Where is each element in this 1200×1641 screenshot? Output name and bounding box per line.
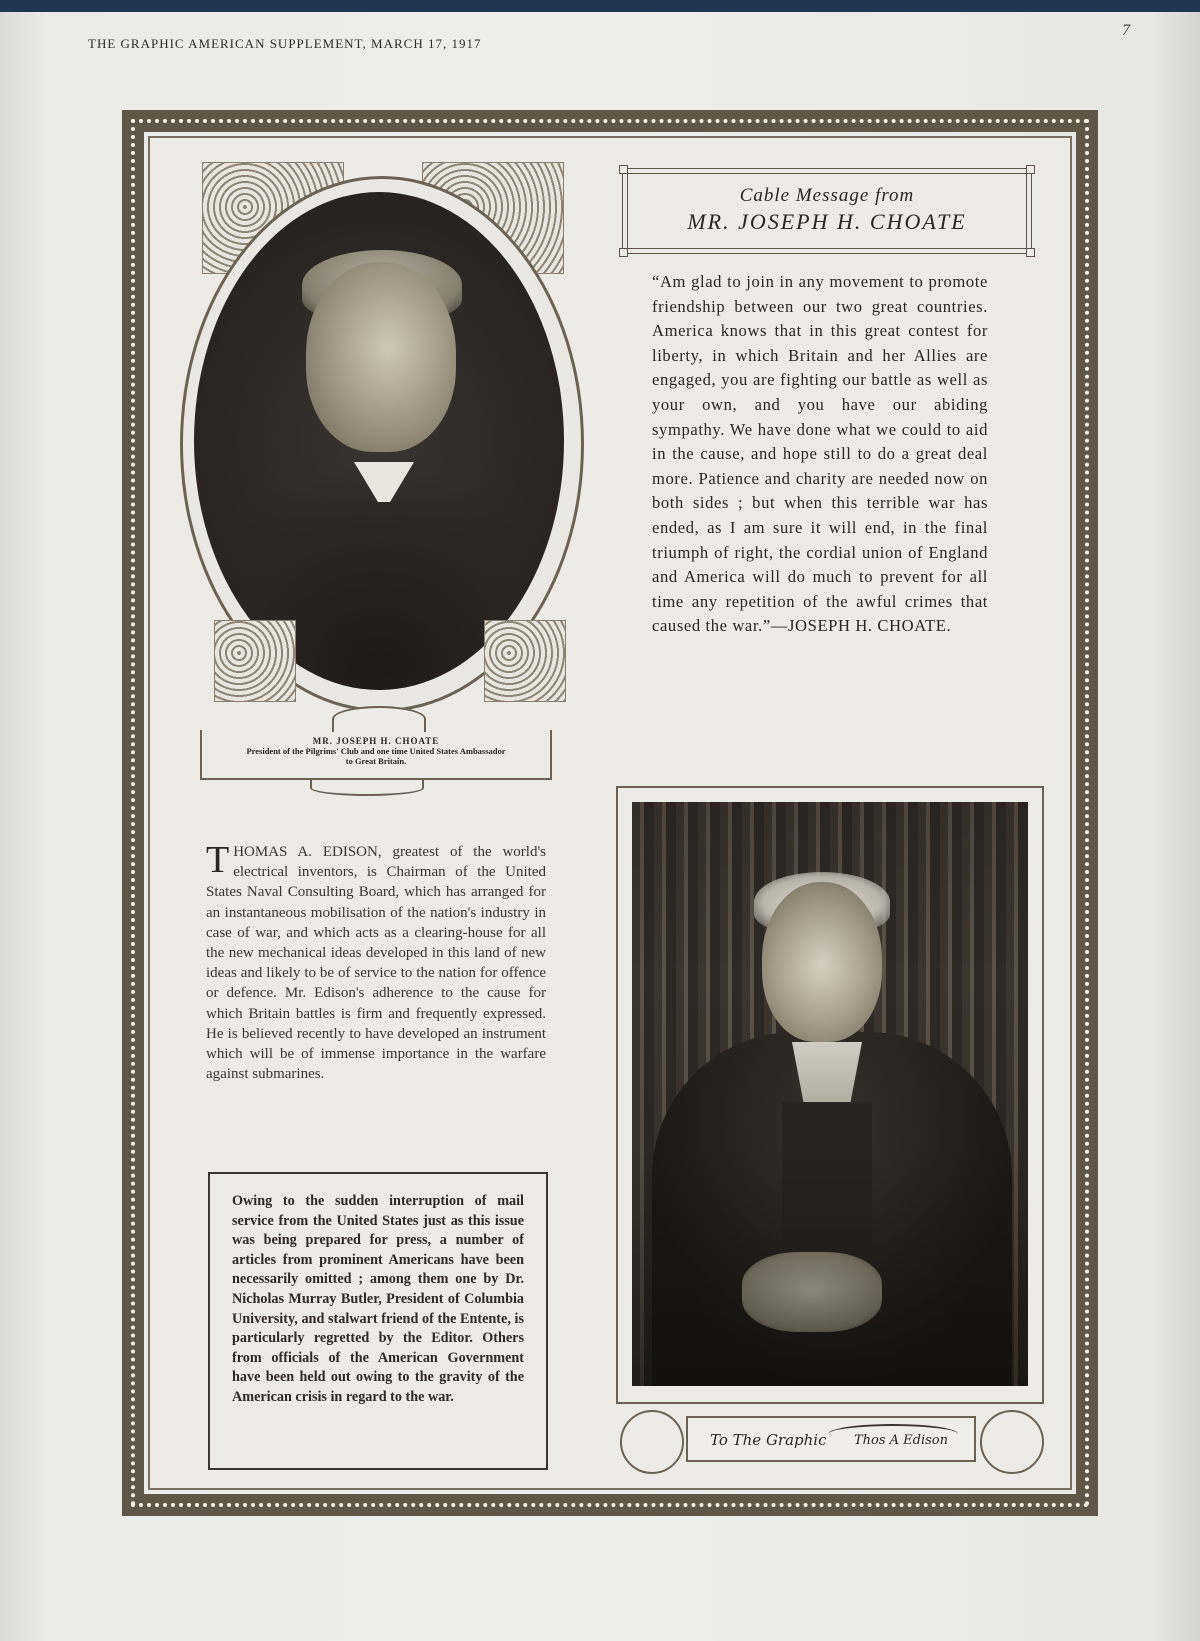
editor-notice-text: Owing to the sudden interruption of mail service from the United States just as this issue was being prepared for press, a number of articles from prominent Americans have been necessarily omitted ; among them one by Dr. Nicholas Murray Butler, President of Columbia University, and stalwart friend of the Entente, is particularly regretted by the Editor. Others from officials of the American Government have been held out owing to the gravity of the American crisis in regard to the war. <box>232 1193 524 1405</box>
cable-heading-line-1: Cable Message from <box>739 185 915 206</box>
edison-name: HOMAS A. EDISON, <box>233 844 382 860</box>
caption-description: President of the Pilgrims' Club and one time United States Ambassador <box>246 746 506 756</box>
page-number: 7 <box>1122 22 1130 39</box>
caption-name: MR. JOSEPH H. CHOATE <box>312 736 440 746</box>
signature-box <box>686 1416 976 1462</box>
circle-ornament <box>980 1410 1044 1474</box>
edison-photo-frame <box>616 786 1044 1404</box>
cable-message-text: “Am glad to join in any movement to promote friendship between our two great countries. America knows that in this great contest for liberty, in which Britain and her Allies are engaged, you are fighting our battle as well as your own, and you have our abiding sympathy. We have done what we could to aid in the cause, and hope still to do a great deal more. Patience and charity are needed now on both sides ; but when this terrible war has ended, as I am sure it will end, in the final triumph of right, the cordial union of England and America will do much to prevent for all time any repetition of the awful crimes that caused the war.”—JOSEPH H. CHOATE. <box>652 272 988 636</box>
scan-edge-bar <box>0 0 1200 12</box>
floral-ornament <box>214 620 296 702</box>
floral-ornament <box>484 620 566 702</box>
cable-heading-box <box>622 168 1032 254</box>
corner-ornament <box>619 248 628 257</box>
caption-description-2: to Great Britain. <box>345 756 407 766</box>
running-head: THE GRAPHIC AMERICAN SUPPLEMENT, MARCH 17, 1917 <box>88 36 482 51</box>
edison-photo <box>632 802 1028 1386</box>
circle-ornament <box>620 1410 684 1474</box>
edison-article <box>206 839 547 1084</box>
choate-photo <box>194 192 564 690</box>
choate-caption <box>200 730 552 780</box>
signature-name: Thos A Edison <box>853 1433 948 1448</box>
drop-cap: T <box>206 839 230 881</box>
corner-ornament <box>1026 248 1035 257</box>
edison-body: greatest of the world's electrical inventors, is Chairman of the United States Naval Consulting Board, which has arranged for an instantaneous mobilisation of the nation's industry in case of war, and which acts as a clearing-house for all the new mechanical ideas developed in this land of new ideas and likely to be of service to the nation for offence or defence. Mr. Edison's adherence to the cause for which Britain battles is firm and frequently expressed. He is believed recently to have developed an instrument which will be of immense importance in the warfare against submarines. <box>206 844 547 1083</box>
collar <box>354 462 414 502</box>
bookshelf-shading <box>632 802 1028 1386</box>
cable-heading-line-2: MR. JOSEPH H. CHOATE <box>687 209 967 234</box>
face <box>306 262 456 452</box>
editor-notice-box <box>208 1172 548 1470</box>
corner-ornament <box>1026 165 1035 174</box>
signature-dedication: To The Graphic <box>710 1431 827 1449</box>
corner-ornament <box>619 165 628 174</box>
choate-portrait <box>178 158 598 718</box>
signature-panel <box>618 1402 1044 1480</box>
caption-base-ornament <box>310 780 424 796</box>
